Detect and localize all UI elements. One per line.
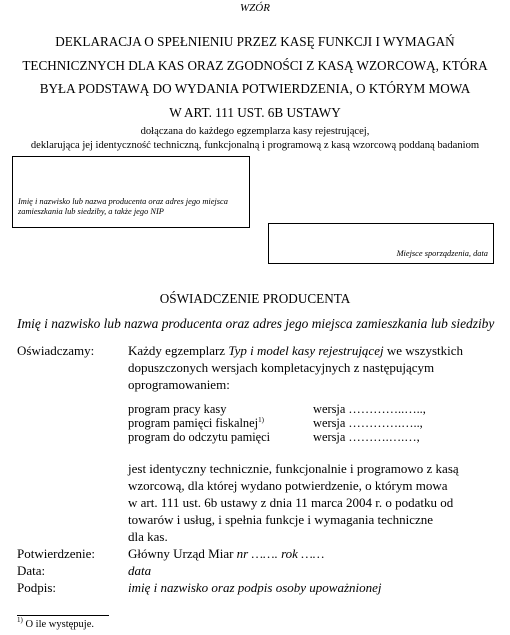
footnote-marker: 1) — [17, 616, 23, 624]
para2-line: jest identyczny technicznie, funkcjonalnie i programowo z kasą — [128, 461, 459, 476]
signature-value: imię i nazwisko oraz podpis osoby upoważnionej — [128, 580, 382, 595]
program-row — [128, 402, 426, 416]
footnote-divider — [17, 615, 109, 616]
date-label: Data: — [17, 563, 46, 578]
subtitle-line: deklarująca jej identyczność techniczną, funkcjonalną i programową z kasą wzorcową poddaną badaniom — [30, 140, 480, 151]
producer-info-box — [12, 156, 250, 228]
title-line: BYŁA PODSTAWĄ DO WYDANIA POTWIERDZENIA, O KTÓRYM MOWA — [39, 81, 471, 96]
program-version: wersja …………..….., — [313, 402, 426, 416]
producer-box-line: Imię i nazwisko lub nazwa producenta oraz adres jego miejsca — [18, 197, 228, 206]
para2-line: towarów i usług, i spełnia funkcje i wymagania techniczne — [128, 512, 434, 527]
declaration-title — [0, 30, 510, 124]
para2-line: dla kas. — [128, 529, 168, 544]
title-line: TECHNICZNYCH DLA KAS ORAZ ZGODNOŚCI Z KASĄ WZORCOWĄ, KTÓRA — [22, 57, 488, 73]
program-name: program do odczytu pamięci — [128, 430, 271, 444]
place-date-box — [268, 223, 494, 264]
program-list — [128, 402, 426, 444]
para1-line: Każdy egzemplarz Typ i model kasy rejestrującej we wszystkich — [128, 343, 464, 358]
title-line: W ART. 111 UST. 6B USTAWY — [169, 104, 341, 120]
confirmation-label: Potwierdzenie: — [17, 546, 95, 561]
program-name: program pracy kasy — [128, 402, 227, 416]
subtitle-line: dołączana do każdego egzemplarza kasy rejestrującej, — [140, 126, 370, 137]
wzor-label: WZÓR — [240, 2, 270, 14]
footnote-ref: 1) — [258, 416, 264, 424]
confirmation-value: Główny Urząd Miar nr ……. rok …… — [128, 546, 325, 561]
date-value: data — [128, 563, 152, 578]
producer-box-line: zamieszkania lub siedziby, a także jego NIP — [18, 207, 164, 216]
program-row — [128, 416, 423, 430]
footnote — [17, 616, 94, 630]
para1-line: dopuszczonych wersjach kompletacyjnych z następującym — [128, 360, 435, 375]
cash-register-model: Typ i model kasy rejestrującej — [228, 343, 384, 358]
para2-line: w art. 111 ust. 6b ustawy z dnia 11 marca 2004 r. o podatku od — [128, 495, 454, 510]
statement-heading: OŚWIADCZENIE PRODUCENTA — [159, 291, 351, 306]
program-name: program pamięci fiskalnej — [128, 416, 259, 430]
title-line: DEKLARACJA O SPEŁNIENIU PRZEZ KASĘ FUNKCJI I WYMAGAŃ — [55, 34, 455, 49]
producer-lead-line: Imię i nazwisko lub nazwa producenta oraz adres jego miejsca zamieszkania lub siedziby — [17, 316, 495, 331]
signature-label: Podpis: — [17, 580, 57, 595]
declaration-subtitle — [0, 125, 510, 153]
producer-box-caption — [18, 197, 228, 217]
place-date-caption: Miejsce sporządzenia, data — [396, 249, 488, 258]
program-row — [128, 430, 420, 444]
para1-line: oprogramowaniem: — [128, 377, 230, 392]
program-version: wersja ………….….., — [313, 416, 423, 430]
program-version: wersja ……….….…, — [313, 430, 420, 444]
para2-line: wzorcową, dla której wydano potwierdzenie, o którym mowa — [128, 478, 448, 493]
declare-label: Oświadczamy: — [17, 343, 95, 358]
declaration-paragraph-2 — [128, 460, 459, 545]
declaration-paragraph-1 — [128, 342, 463, 393]
footnote-text: O ile występuje. — [22, 619, 94, 630]
